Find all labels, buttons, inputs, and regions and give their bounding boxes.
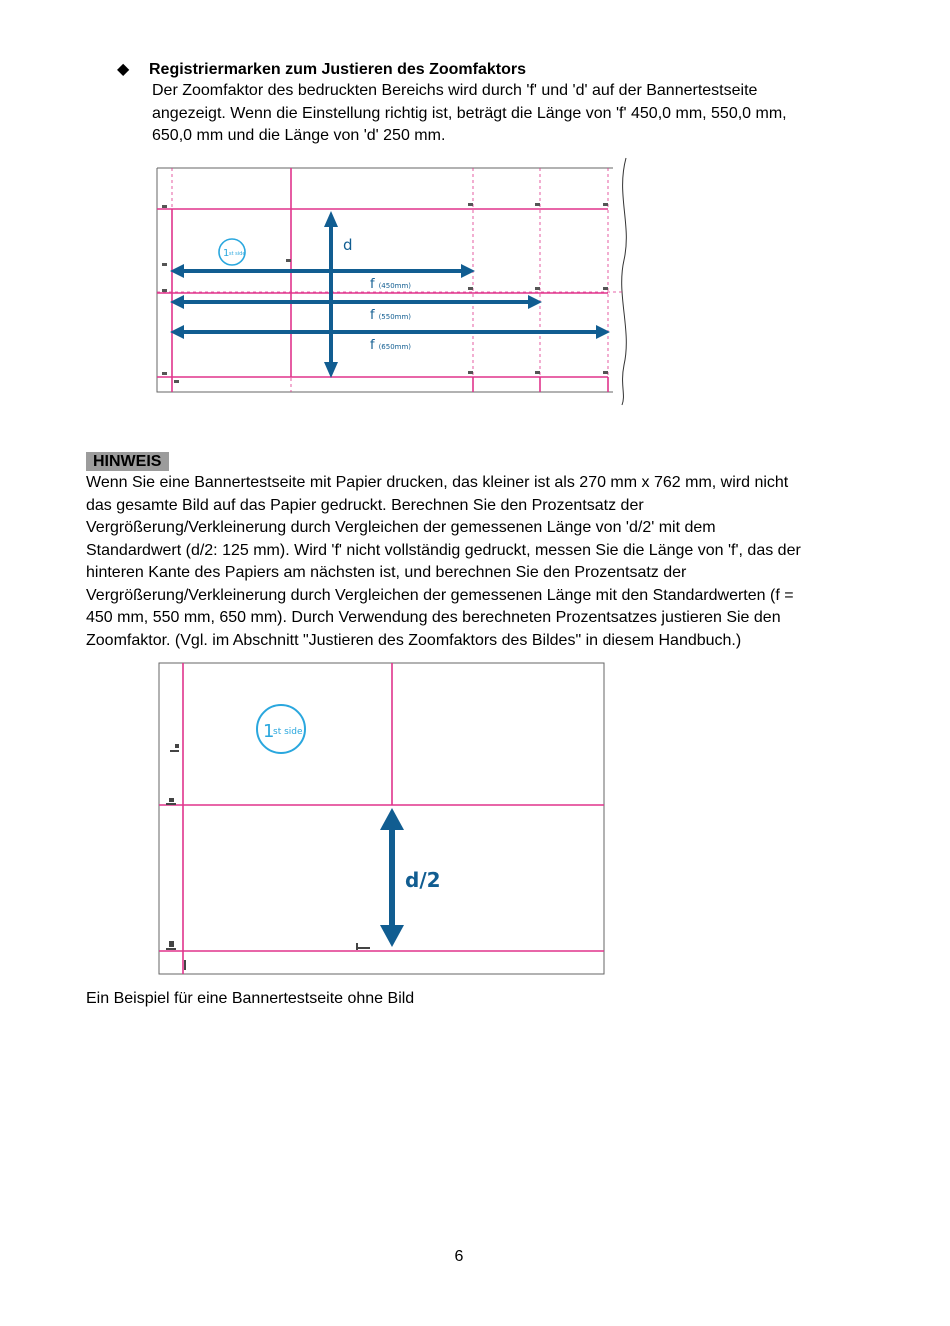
f-label-650: f (650mm) (370, 338, 412, 353)
section-title: Registriermarken zum Justieren des Zoomfaktors (149, 61, 527, 78)
section-heading (117, 59, 526, 82)
intro-line: angezeigt. Wenn die Einstellung richtig ist, beträgt die Länge von 'f' 450,0 mm, 550,0 mm, (152, 104, 787, 122)
figure-caption: Ein Beispiel für eine Bannertestseite ohne Bild (86, 990, 415, 1007)
intro-line: Der Zoomfaktor des bedruckten Bereichs wird durch 'f' und 'd' auf der Bannertestseite (152, 82, 758, 99)
first-side-badge-number: 1 (223, 248, 230, 259)
d-arrow (324, 211, 338, 378)
note-line: Vergrößerung/Verkleinerung durch Vergleichen der gemessenen Länge von 'd/2' mit dem (86, 519, 716, 536)
d2-label: d/2 (405, 868, 441, 892)
f-label-450: f (450mm) (370, 277, 412, 292)
dashed-guides (157, 168, 625, 392)
first-side-badge-text: st side (273, 727, 303, 737)
banner-test-page-figure (150, 155, 640, 410)
d-label: d (343, 236, 353, 254)
diamond-bullet-icon: ◆ (117, 61, 130, 78)
note-label: HINWEIS (86, 452, 169, 471)
f-label-550: f (550mm) (370, 308, 412, 323)
intro-paragraph (152, 80, 787, 148)
page-outline (157, 168, 613, 392)
note-paragraph (86, 472, 801, 652)
note-line: Vergrößerung/Verkleinerung durch Vergleichen der gemessenen Länge mit den Standardwerten (f = (86, 586, 794, 604)
banner-test-page-no-image-figure (158, 662, 606, 977)
note-line: Wenn Sie eine Bannertestseite mit Papier drucken, das kleiner ist als 270 mm x 762 mm, wird nicht (86, 474, 789, 491)
first-side-badge-number: 1 (263, 721, 275, 742)
f-arrows (170, 264, 610, 339)
page-number: 6 (454, 1248, 464, 1265)
note-line: Standardwert (d/2: 125 mm). Wird 'f' nicht vollständig gedruckt, messen Sie die Länge von 'f', das der (86, 541, 801, 559)
note-line: 450 mm, 550 mm, 650 mm). Durch Verwendung des berechneten Prozentsatzes justieren Sie den (86, 609, 781, 626)
intro-line: 650,0 mm und die Länge von 'd' 250 mm. (152, 127, 446, 144)
note-line: hinteren Kante des Papiers am nächsten ist, und berechnen Sie den Prozentsatz der (86, 564, 687, 581)
magenta-lines (157, 168, 608, 392)
note-line: das gesamte Bild auf das Papier gedruckt. Berechnen Sie den Prozentsatz der (86, 496, 644, 514)
torn-edge (622, 158, 627, 405)
note-line: Zoomfaktor. (Vgl. im Abschnitt "Justieren des Zoomfaktors des Bildes" in diesem Handbuch.) (86, 631, 742, 649)
first-side-badge-text: st side (229, 251, 246, 257)
